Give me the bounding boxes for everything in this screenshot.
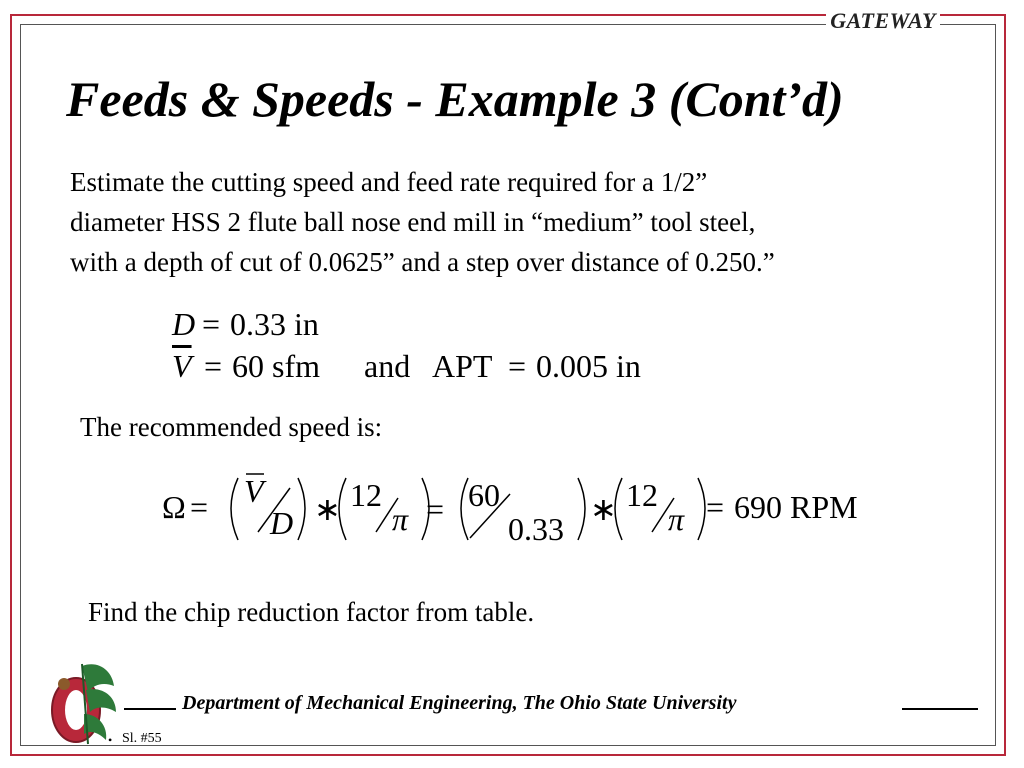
twelve: 12 xyxy=(626,477,658,513)
inner-frame xyxy=(20,24,996,746)
problem-line: with a depth of cut of 0.0625” and a step over distance of 0.250.” xyxy=(70,247,775,277)
pi-symbol: π xyxy=(392,501,409,537)
pi-symbol: π xyxy=(668,501,685,537)
and-word: and xyxy=(364,348,411,384)
bullet-marker: • xyxy=(108,733,113,747)
v-variable: $\overline{V}$ xyxy=(172,348,192,384)
equals-sign: = xyxy=(706,489,725,525)
footer-rule-right xyxy=(902,708,978,710)
problem-line: diameter HSS 2 flute ball nose end mill in “medium” tool steel, xyxy=(70,207,756,237)
apt-label: APT xyxy=(432,348,493,384)
equals-sign: = xyxy=(204,348,223,384)
equals-sign: = xyxy=(508,348,527,384)
gateway-brand: GATEWAY xyxy=(826,8,940,34)
v-symbol: V xyxy=(244,473,264,509)
problem-line: Estimate the cutting speed and feed rate required for a 1/2” xyxy=(70,167,708,197)
equals-sign: = xyxy=(190,489,209,525)
d-number: 0.33 xyxy=(508,511,564,547)
d-symbol: D xyxy=(270,505,294,541)
omega-symbol: Ω xyxy=(162,489,186,525)
footer-rule-left xyxy=(124,708,176,710)
footer-department: Department of Mechanical Engineering, The Ohio State University xyxy=(182,692,737,714)
right-paren xyxy=(578,478,585,540)
equals-sign: = xyxy=(426,491,445,527)
right-paren xyxy=(298,478,305,540)
sixty: 60 xyxy=(468,477,500,513)
d-value: 0.33 in xyxy=(230,306,319,342)
right-paren xyxy=(698,478,705,540)
left-paren xyxy=(231,478,238,540)
twelve: 12 xyxy=(350,477,382,513)
find-instruction: Find the chip reduction factor from table. xyxy=(88,597,535,627)
speed-intro-text: The recommended speed is: xyxy=(80,412,383,442)
equals-sign: = xyxy=(202,306,221,342)
multiply-sign: ∗ xyxy=(590,491,617,527)
v-value: 60 sfm xyxy=(232,348,320,384)
left-paren xyxy=(461,478,468,540)
multiply-sign: ∗ xyxy=(314,491,341,527)
slide-number: Sl. #55 xyxy=(122,731,162,746)
problem-statement xyxy=(70,162,990,282)
d-variable: D xyxy=(172,306,196,342)
apt-value: 0.005 in xyxy=(536,348,641,384)
slide-title: Feeds & Speeds - Example 3 (Cont’d) xyxy=(66,71,844,127)
result-value: 690 RPM xyxy=(734,489,858,525)
speed-equation xyxy=(150,468,910,568)
